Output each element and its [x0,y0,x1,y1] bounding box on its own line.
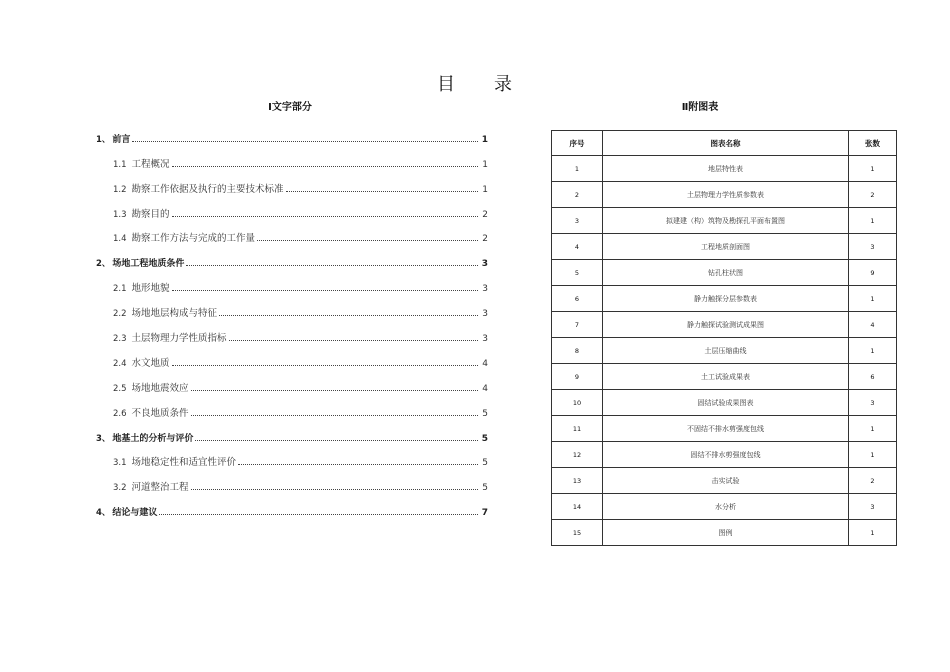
row-index: 11 [552,416,603,442]
toc-entry[interactable] [96,244,488,269]
row-sheet-count: 4 [849,312,897,338]
toc-entry[interactable] [96,444,488,469]
toc-entry-label: 前言 [112,134,131,145]
row-sheet-count: 1 [849,156,897,182]
toc-leader-dots [257,239,478,241]
toc-entry-label: 勘察目的 [131,208,170,220]
appendix-table [551,130,897,546]
toc-entry-label: 工程概况 [131,158,170,170]
table-row [552,390,897,416]
table-row [552,312,897,338]
toc-entry-number: 1.4 [113,234,127,245]
toc-entry-number: 1、 [96,134,111,145]
toc-entry-number: 4、 [96,508,111,519]
toc-entry-number: 2.5 [113,383,127,394]
toc-entry-page: 3 [482,309,488,320]
toc-leader-dots [195,439,478,441]
toc-entry-label: 不良地质条件 [131,407,189,419]
toc-entry-page: 3 [482,284,488,295]
row-figure-name: 土层物理力学性质参数表 [603,182,849,208]
toc-entry[interactable] [96,344,488,369]
table-row [552,338,897,364]
toc-leader-dots [172,215,478,217]
toc-leader-dots [229,339,478,341]
toc-entry-page: 1 [482,184,488,195]
row-figure-name: 固结试验成果图表 [603,390,849,416]
toc-entry[interactable] [96,195,488,220]
row-figure-name: 静力触探试验测试成果图 [603,312,849,338]
toc-entry-number: 1.1 [113,159,127,170]
row-figure-name: 钻孔柱状图 [603,260,849,286]
row-index: 5 [552,260,603,286]
table-row [552,182,897,208]
toc-entry-page: 3 [481,259,488,270]
row-index: 12 [552,442,603,468]
row-index: 10 [552,390,603,416]
toc-entry-page: 5 [481,433,488,444]
toc-entry-page: 4 [482,383,488,394]
toc-entry-label: 场地地层构成与特征 [131,308,218,320]
toc-entry-page: 3 [482,334,488,345]
column-header-name: 图表名称 [603,131,849,156]
toc-entry-label: 勘察工作依据及执行的主要技术标准 [131,183,284,195]
toc-entry[interactable] [96,220,488,245]
table-row [552,416,897,442]
toc-entry-label: 地形地貌 [131,283,170,295]
toc-entry-number: 2.4 [113,358,127,369]
appendix-section-heading: Ⅱ附图表 [681,102,719,113]
toc-entry-label: 场地稳定性和适宜性评价 [131,457,237,469]
toc-leader-dots [172,289,478,291]
toc-entry[interactable] [96,419,488,444]
row-figure-name: 拟建建（构）筑物及勘探孔平面布置图 [603,208,849,234]
toc-leader-dots [172,165,478,167]
row-figure-name: 土层压缩曲线 [603,338,849,364]
row-sheet-count: 3 [849,494,897,520]
table-row [552,156,897,182]
row-figure-name: 水分析 [603,494,849,520]
toc-entry-number: 2.6 [113,408,127,419]
column-header-index: 序号 [552,131,603,156]
row-figure-name: 不固结不排水剪强度包线 [603,416,849,442]
appendix-table-header [552,131,897,156]
text-section-heading: Ⅰ文字部分 [268,102,312,113]
toc-entry-number: 1.2 [113,184,127,195]
toc-entry-number: 3.2 [113,483,127,494]
column-header-count: 张数 [849,131,897,156]
row-figure-name: 固结不排水剪强度包线 [603,442,849,468]
row-sheet-count: 1 [849,286,897,312]
toc-entry[interactable] [96,170,488,195]
row-index: 15 [552,520,603,546]
row-sheet-count: 1 [849,442,897,468]
toc-leader-dots [159,513,478,515]
row-sheet-count: 3 [849,390,897,416]
row-index: 7 [552,312,603,338]
toc-entry-label: 结论与建议 [112,508,158,519]
toc-entry-label: 水文地质 [131,357,170,369]
toc-leader-dots [132,140,478,142]
toc-leader-dots [286,190,478,192]
table-row [552,442,897,468]
table-row [552,234,897,260]
toc-entry-page: 4 [482,358,488,369]
toc-entry[interactable] [96,394,488,419]
toc-entry-page: 1 [482,159,488,170]
row-index: 3 [552,208,603,234]
table-row [552,208,897,234]
table-row [552,520,897,546]
row-sheet-count: 1 [849,208,897,234]
table-row [552,494,897,520]
toc-entry-page: 1 [481,134,488,145]
toc-entry-page: 7 [481,508,488,519]
row-sheet-count: 1 [849,338,897,364]
toc-entry[interactable] [96,120,488,145]
toc-entry-number: 2.1 [113,284,127,295]
row-sheet-count: 2 [849,468,897,494]
toc-entry-label: 勘察工作方法与完成的工作量 [131,233,256,245]
toc-entry-label: 土层物理力学性质指标 [131,333,227,345]
row-figure-name: 工程地质剖面图 [603,234,849,260]
toc-entry-number: 2.3 [113,334,127,345]
row-index: 1 [552,156,603,182]
row-sheet-count: 1 [849,416,897,442]
row-index: 13 [552,468,603,494]
toc-leader-dots [219,314,478,316]
row-index: 14 [552,494,603,520]
row-figure-name: 土工试验成果表 [603,364,849,390]
row-figure-name: 击实试验 [603,468,849,494]
toc-entry[interactable] [96,493,488,518]
toc-entry[interactable] [96,294,488,319]
toc-entry[interactable] [96,269,488,294]
row-index: 6 [552,286,603,312]
toc-entry-page: 5 [482,408,488,419]
toc-entry-label: 地基土的分析与评价 [112,433,194,444]
toc-leader-dots [172,364,478,366]
toc-entry-label: 场地工程地质条件 [112,259,185,270]
row-sheet-count: 9 [849,260,897,286]
page-title: 目 录 [437,74,513,95]
row-sheet-count: 2 [849,182,897,208]
table-of-contents [96,120,488,518]
toc-leader-dots [186,264,478,266]
row-figure-name: 地层特性表 [603,156,849,182]
row-sheet-count: 3 [849,234,897,260]
row-index: 2 [552,182,603,208]
row-sheet-count: 1 [849,520,897,546]
toc-entry-number: 2、 [96,259,111,270]
row-figure-name: 图例 [603,520,849,546]
toc-entry-page: 2 [482,209,488,220]
table-row [552,286,897,312]
table-row [552,468,897,494]
toc-entry-page: 5 [482,458,488,469]
row-index: 4 [552,234,603,260]
row-index: 9 [552,364,603,390]
toc-entry-number: 3、 [96,433,111,444]
row-sheet-count: 6 [849,364,897,390]
toc-leader-dots [191,488,478,490]
toc-entry-page: 2 [482,234,488,245]
toc-entry-number: 2.2 [113,309,127,320]
toc-entry-page: 5 [482,483,488,494]
table-row [552,260,897,286]
toc-entry-label: 场地地震效应 [131,382,189,394]
row-index: 8 [552,338,603,364]
row-figure-name: 静力触探分层参数表 [603,286,849,312]
toc-entry-number: 1.3 [113,209,127,220]
toc-leader-dots [191,414,478,416]
toc-leader-dots [191,389,478,391]
toc-entry-number: 3.1 [113,458,127,469]
toc-entry[interactable] [96,145,488,170]
toc-leader-dots [238,463,478,465]
toc-entry[interactable] [96,369,488,394]
toc-entry[interactable] [96,468,488,493]
table-row [552,364,897,390]
toc-entry-label: 河道整治工程 [131,482,189,494]
toc-entry[interactable] [96,319,488,344]
